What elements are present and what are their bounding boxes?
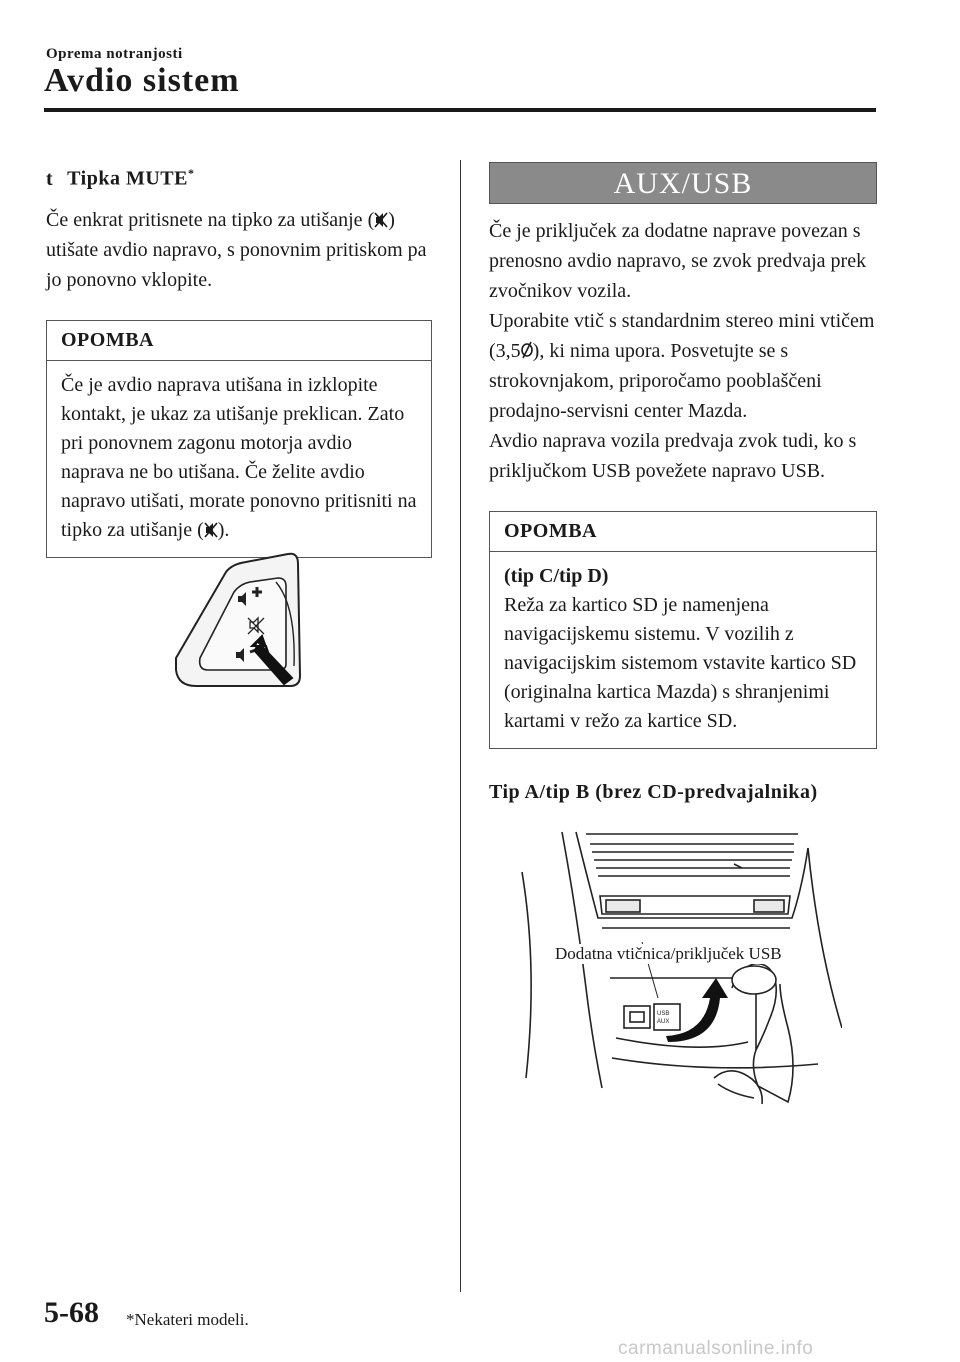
port-callout: Dodatna vtičnica/priključek USB: [555, 944, 782, 963]
diameter-icon: [521, 341, 533, 359]
mute-heading-text: Tipka MUTE: [67, 167, 188, 190]
port-label-usb: USB: [657, 1011, 670, 1017]
note-text: Če je avdio naprava utišana in izklopite kontakt, je ukaz za utišanje preklican. Zato pri ponovnem zagonu motorja avdio naprava ne bo utišana. Če želite avdio napravo utišati, morate ponovno pritisniti na tipko za utišanje ( ).: [61, 373, 417, 541]
model-marker: *: [187, 166, 195, 180]
note-text: (tip C/tip D) Reža za kartico SD je namenjena navigacijskemu sistemu. V vozilih z navigacijskim sistemom vstavite kartico SD (originalna kartica Mazda) s shranjenimi kartami v režo za kartice SD.: [490, 552, 876, 748]
center-console-illustration: [518, 828, 842, 1118]
heading-bullet: t: [46, 167, 54, 190]
footnote: *Nekateri modeli.: [126, 1310, 249, 1329]
port-label-aux: AUX: [657, 1019, 670, 1025]
section-label: Oprema notranjosti: [46, 46, 183, 62]
note-label: OPOMBA: [490, 512, 876, 552]
mute-section: [46, 166, 432, 558]
steering-switch-illustration: [170, 546, 310, 692]
title-rule: [44, 108, 876, 112]
watermark: carmanualsonline.info: [618, 1338, 814, 1359]
note-subhead: (tip C/tip D): [504, 565, 609, 587]
mute-note-box: [46, 320, 432, 558]
aux-body: Če je priključek za dodatne naprave povezan s prenosno avdio napravo, se zvok predvaja prek zvočnikov vozila. Uporabite vtič s standardnim stereo mini vtičem (3,5 ), ki nima upora. Posvetujte se s strokovnjakom, priporočamo pooblaščeni prodajno-servisni center Mazda. Avdio naprava vozila predvaja zvok tudi, ko s priključkom USB povežete napravo USB.: [489, 216, 877, 486]
note-label: OPOMBA: [47, 321, 431, 361]
aux-usb-banner: AUX/USB: [489, 162, 877, 204]
page-title: Avdio sistem: [44, 62, 240, 99]
mute-body: Če enkrat pritisnete na tipko za utišanje ( ) utišate avdio napravo, s ponovnim pritiskom pa jo ponovno vklopite.: [46, 208, 427, 291]
aux-section: [489, 162, 877, 818]
page-number: 5-68: [44, 1296, 99, 1329]
mute-icon: [374, 212, 388, 228]
plug-paragraph: Uporabite vtič s standardnim stereo mini vtičem (3,5 ), ki nima upora. Posvetujte se s strokovnjakom, priporočamo pooblaščeni prodajno-servisni center Mazda.: [489, 310, 875, 422]
variant-label: Tip A/tip B (brez CD-predvajalnika): [489, 781, 818, 803]
mute-icon: [204, 522, 218, 538]
mute-heading: [46, 166, 432, 191]
column-divider: [460, 160, 461, 1292]
aux-note-box: [489, 511, 877, 749]
